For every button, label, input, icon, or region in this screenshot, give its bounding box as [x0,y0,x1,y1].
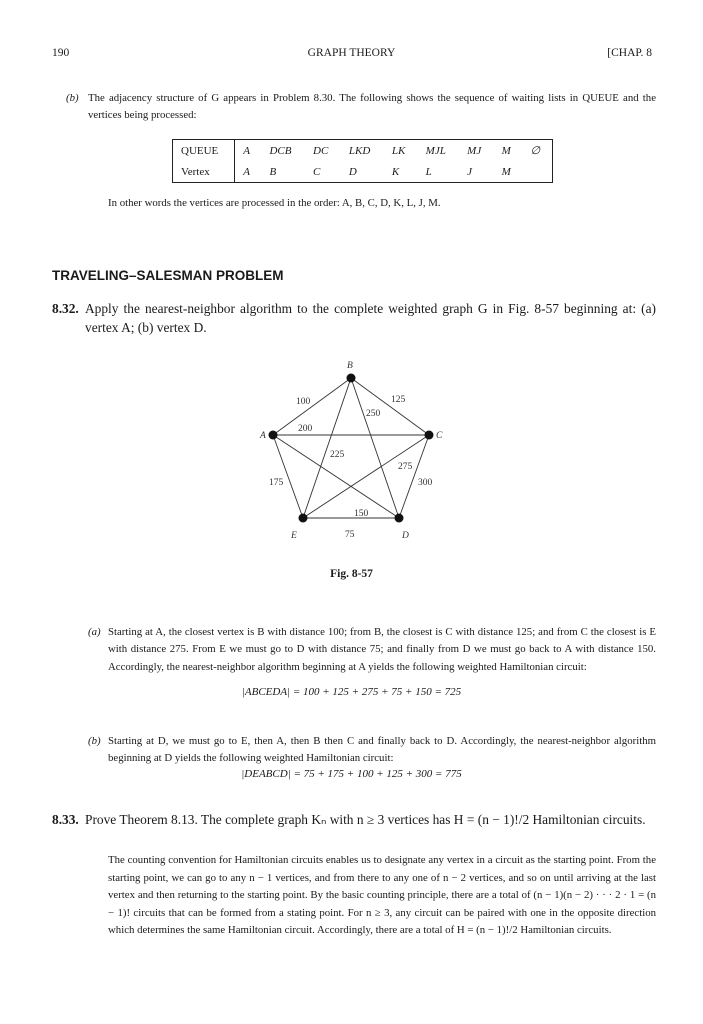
table-cell: D [348,165,357,178]
table-cell: M [501,165,511,178]
page-number: 190 [52,47,70,59]
problem-text: Apply the nearest-neighbor algorithm to the complete weighted graph G in Fig. 8-57 beginning at: (a) vertex A; (b) vertex D. [85,301,656,335]
table-cell: J [467,165,473,178]
edge-weight: 75 [345,530,355,540]
table-cell: ∅ [530,145,541,157]
vertex-b [347,374,356,383]
solution-b [88,733,656,768]
vertex-a [269,431,278,440]
equation-a: |ABCEDA| = 100 + 125 + 275 + 75 + 150 = 725 [241,686,462,698]
edge-weight: 200 [298,424,313,434]
vertex-label: B [347,361,353,371]
equation-b: |DEABCD| = 75 + 175 + 100 + 125 + 300 = 775 [241,768,462,780]
edge-weight: 125 [391,395,406,405]
table-cell: DC [313,144,329,157]
problem-text: Prove Theorem 8.13. The complete graph Kₙ with n ≥ 3 vertices has H = (n − 1)!/2 Hamiltonian circuits. [85,812,646,827]
figure-caption: Fig. 8-57 [330,568,373,580]
vertex-label: C [436,431,443,441]
running-title: GRAPH THEORY [307,47,396,59]
part-label: (b) [66,92,79,104]
solution-a-text: Starting at A, the closest vertex is B with distance 100; from B, the closest is C with distance 125; and from C the closest is E with distance 275. From E we must go to D with distance 75; and finally from D we must go back to A with distance 150. Accordingly, the nearest-neighbor algorithm beginning at A yields the following weighted Hamiltonian circuit: [108,626,656,673]
edge-weight: 250 [366,409,381,419]
edge-weight: 225 [330,450,345,460]
edge-ae [273,435,303,518]
chapter-label: [CHAP. 8 [607,47,652,59]
table-cell: K [391,165,400,178]
vertex-c [425,431,434,440]
table-cell: MJL [425,144,446,157]
table-cell: A [243,144,251,157]
edge-bc [351,378,429,435]
row-header: QUEUE [173,140,235,162]
edge-cd [399,435,429,518]
solution-b-text: Starting at D, we must go to E, then A, then B then C and finally back to D. Accordingly, the nearest-neighbor algorithm beginning at D yields the following weighted Hamiltonian circuit: [108,735,656,765]
part-label: (b) [88,735,101,747]
table-cell: LKD [348,144,371,157]
table-cell: MJ [467,144,482,157]
part-label: (a) [88,626,101,638]
vertex-label: D [402,531,409,541]
edge-weight: 275 [398,462,413,472]
section-heading: TRAVELING–SALESMAN PROBLEM [52,268,284,283]
order-text: In other words the vertices are processed in the order: A, B, C, D, K, L, J, M. [108,197,441,209]
problem-8-33 [52,810,656,829]
edge-ad [273,435,399,518]
edge-weight: 175 [269,478,284,488]
edge-weight: 100 [296,397,311,407]
problem-number: 8.32. [52,301,79,316]
solution-a [88,624,656,676]
problem-number: 8.33. [52,812,79,827]
table-cell: DCB [269,144,292,157]
table-cell: LK [391,144,406,157]
part-b-intro-text: The adjacency structure of G appears in Problem 8.30. The following shows the sequence of waiting lists in QUEUE and the vertices being processed: [88,92,656,122]
vertex-label: E [291,531,297,541]
table-cell: A [243,165,251,178]
vertex-e [299,514,308,523]
proof-text: The counting convention for Hamiltonian circuits enables us to designate any vertex in a circuit as the starting point. From the starting point, we can go to any n − 1 vertices, and from there to any one of n − 2 vertices, and so on until arriving at the last vertex and then returning to the starting point. By the basic counting principle, there are a total of (n − 1)(n − 2) · · · 2 · 1 = (n − 1)! circuits that can be formed from a stating point. For n ≥ 3, any circuit can be paired with one in the opposite direction which determines the same Hamiltonian circuit. Accordingly, there are a total of H = (n − 1)!/2 Hamiltonian circuits. [108,854,656,937]
vertex-label: A [260,431,266,441]
table-cell: C [313,165,321,178]
vertex-d [395,514,404,523]
edge-weight: 300 [418,478,433,488]
table-cell: M [501,144,511,157]
row-header: Vertex [173,161,235,183]
edge-weight: 150 [354,509,369,519]
edge-ce [303,435,429,518]
table-cell: L [425,165,432,178]
table-cell: B [269,165,277,178]
